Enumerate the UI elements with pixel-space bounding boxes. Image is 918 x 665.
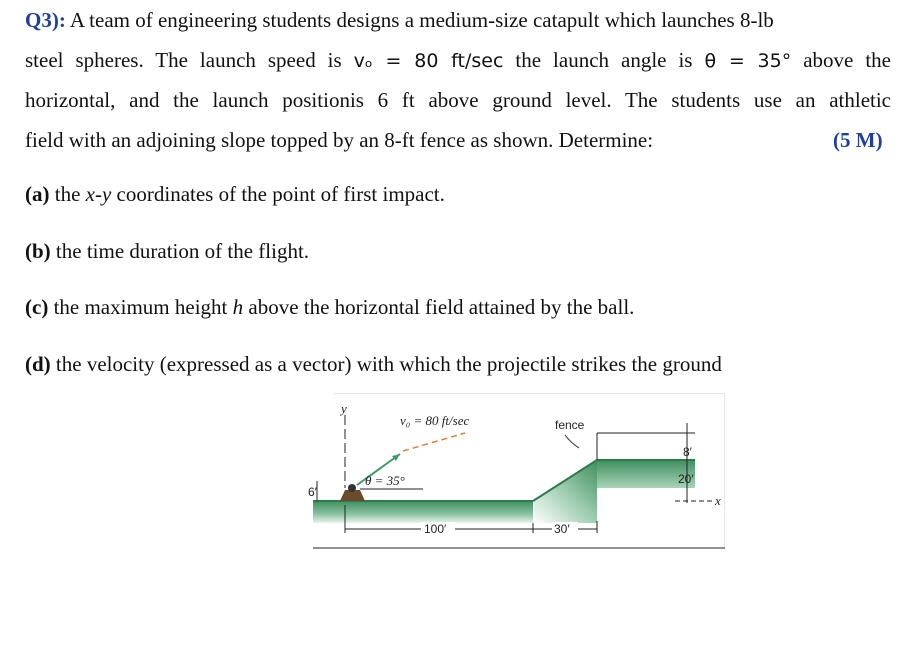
trajectory [403,433,465,451]
catapult [340,484,365,501]
fence-label: fence [555,418,585,432]
problem-line-2-a: steel spheres. The launch speed is [25,48,342,72]
part-a-post: coordinates of the point of first impact. [116,182,445,206]
part-a-ital: x-y [85,182,112,206]
launch-speed-eq: vₒ = 80 ft/sec [353,50,504,72]
part-d-label: (d) [25,352,51,376]
problem-line-4 [25,120,891,161]
part-a [25,182,445,207]
part-a-label: (a) [25,182,50,206]
problem-line-1 [25,0,891,41]
x-axis-label: x [715,493,721,508]
part-b [25,239,309,264]
part-a-pre: the [54,182,81,206]
problem-line-2-c: above the [803,48,891,72]
angle-label: θ = 35° [365,473,405,488]
part-c [25,295,634,320]
launch-height-label: 6′ [308,485,317,499]
dim-100-label: 100′ [424,522,447,536]
dim-30-label: 30′ [554,522,570,536]
y-axis-label: y [341,401,347,416]
field-ground [313,501,533,523]
problem-line-1-text: A team of engineering students designs a medium-size catapult which launches 8-lb [69,8,774,32]
problem-line-4-text: field with an adjoining slope topped by an 8-ft fence as shown. Determine: [25,128,654,152]
slope [533,460,597,523]
fence-pointer [565,435,579,448]
catapult-figure [305,393,725,553]
part-c-post: above the horizontal field attained by the ball. [248,295,635,319]
question-label: Q3): [25,8,66,32]
problem-line-3 [25,80,891,121]
part-b-text: the time duration of the flight. [55,239,310,263]
fence-height-label: 8′ [683,445,692,459]
part-c-pre: the maximum height [53,295,228,319]
part-c-ital: h [232,295,244,319]
velocity-label: v₀ = 80 ft/sec [400,413,470,428]
launch-angle-eq: θ = 35° [704,50,792,72]
part-d-text: the velocity (expressed as a vector) with which the projectile strikes the ground [55,352,722,376]
problem-line-2-b: the launch angle is [515,48,693,72]
slope-height-label: 20′ [678,472,694,486]
part-b-label: (b) [25,239,51,263]
part-d [25,352,722,377]
marks-badge: (5 M) [833,128,883,152]
problem-line-2 [25,40,891,81]
part-c-label: (c) [25,295,49,319]
problem-line-3-text: horizontal, and the launch positionis 6 ft above ground level. The students use an athletic [25,88,891,112]
